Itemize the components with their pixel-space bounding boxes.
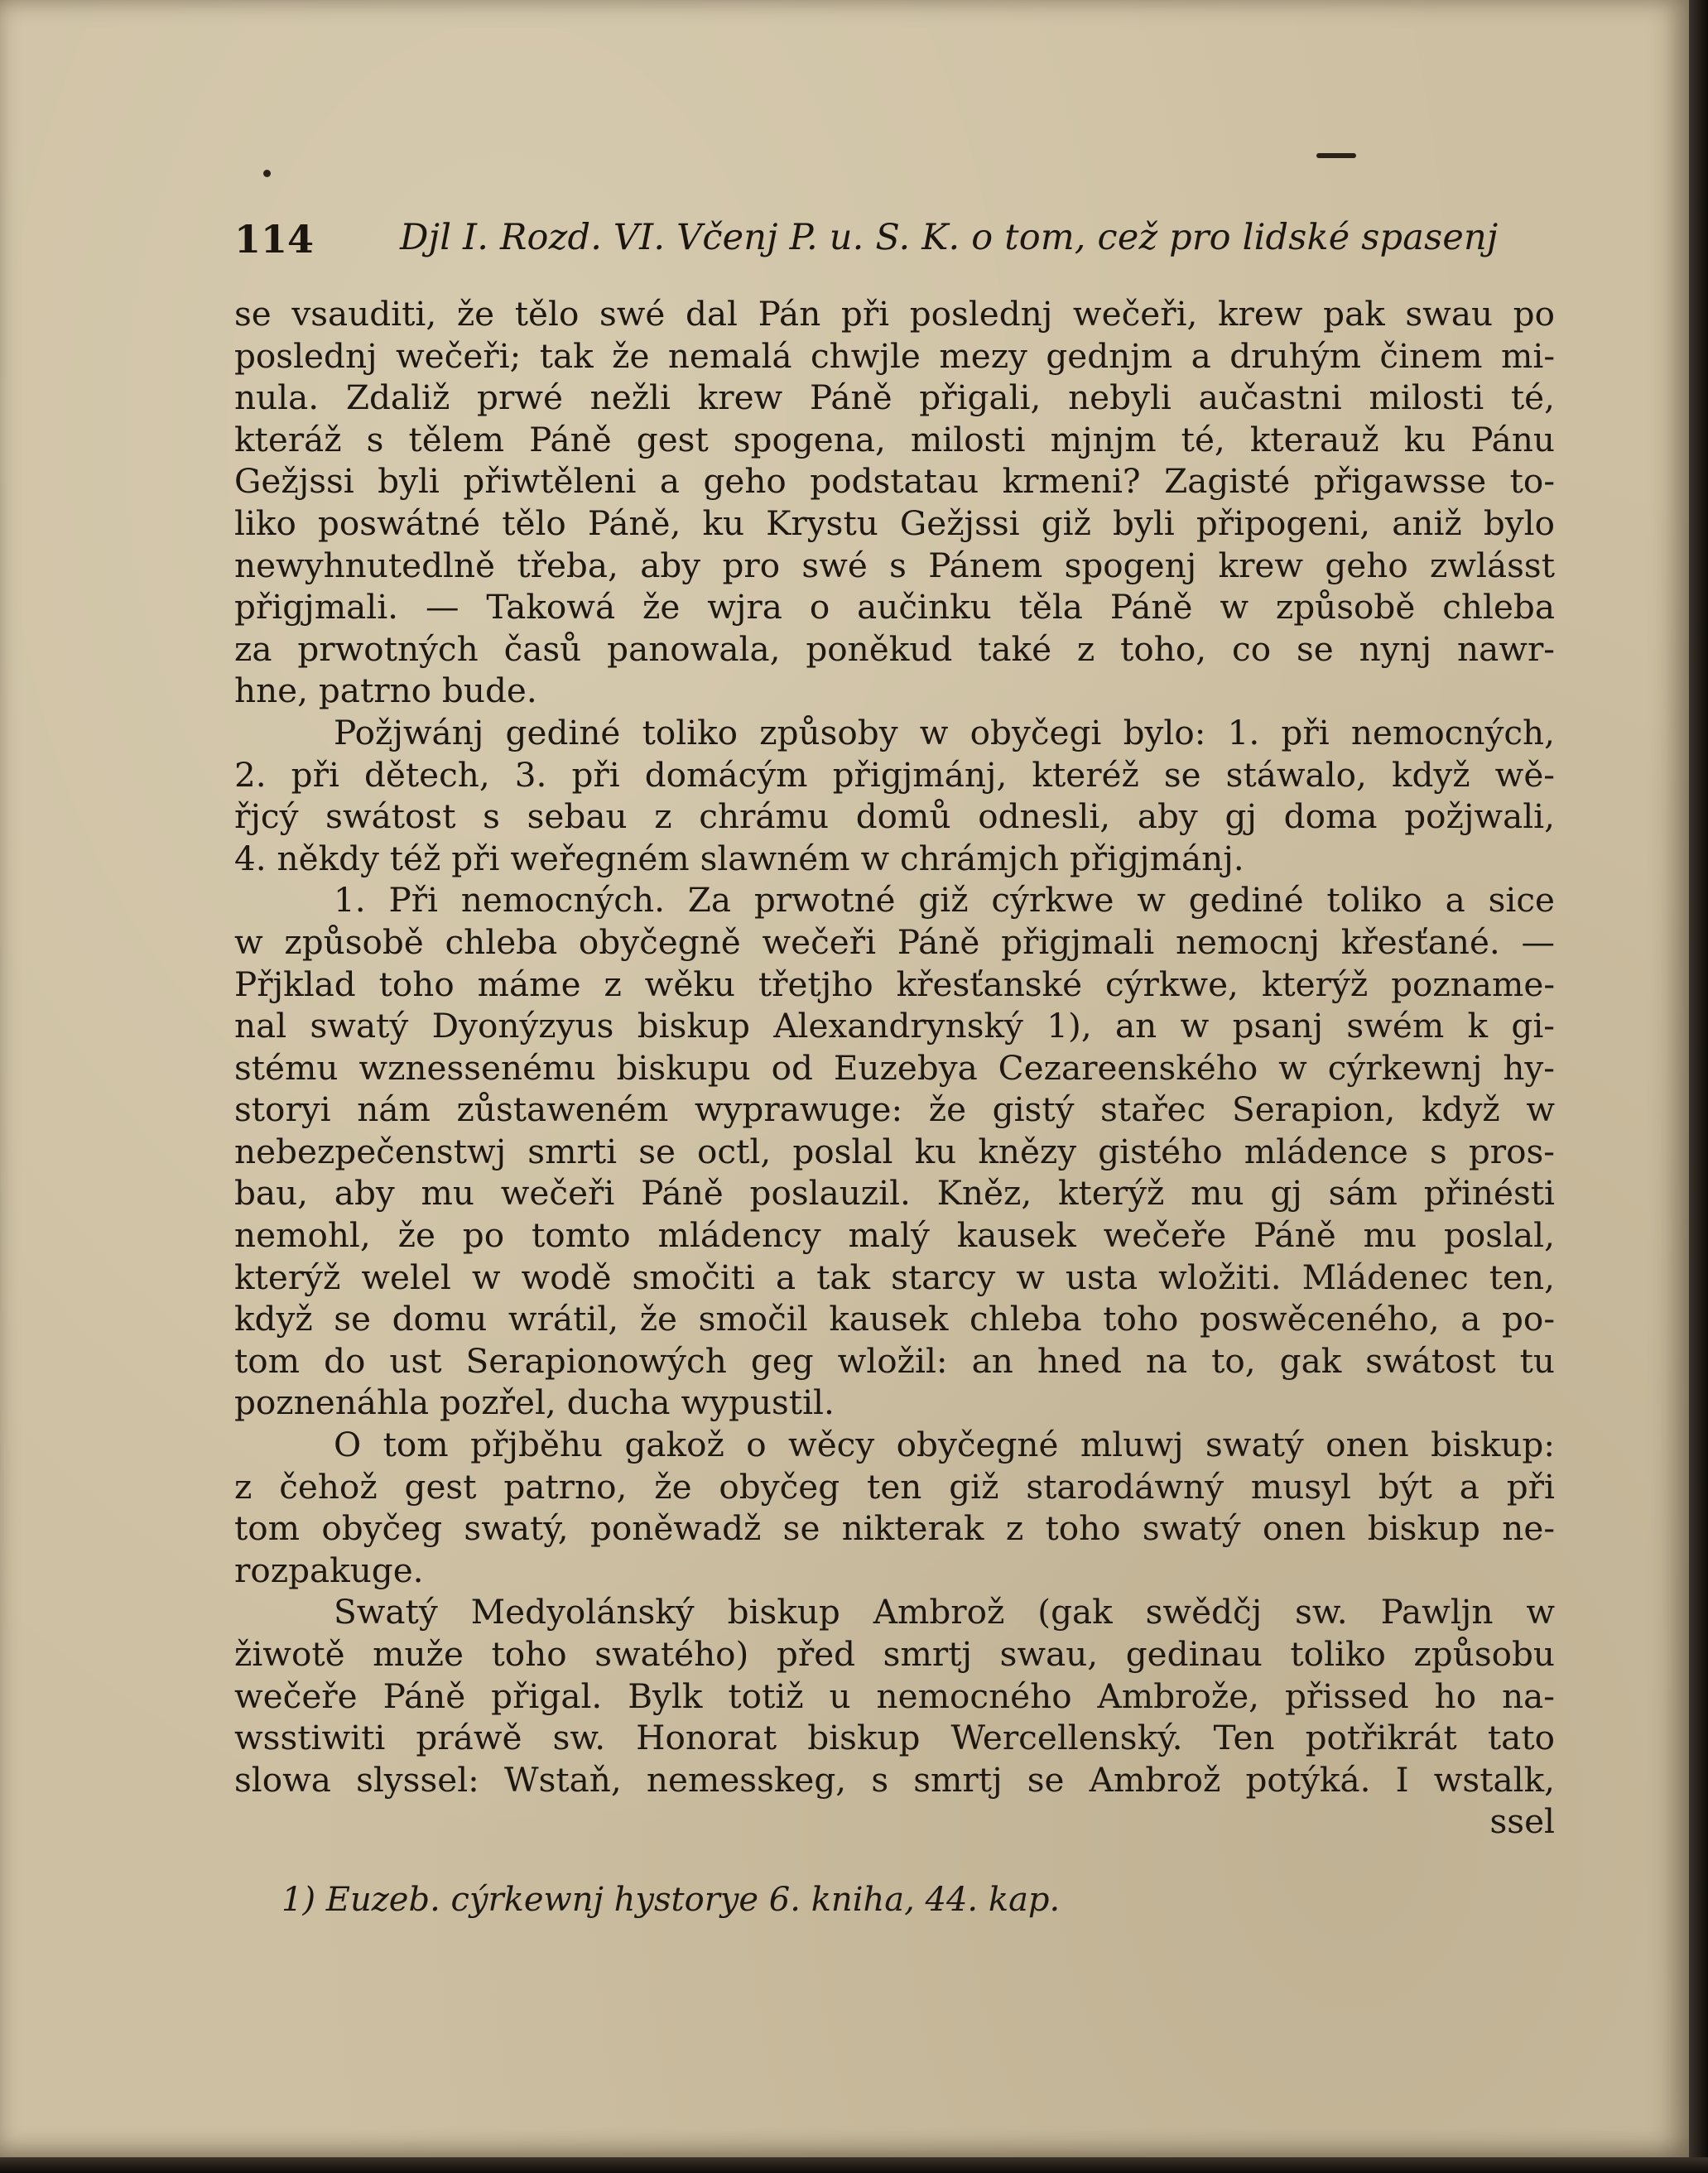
text-line: tom do ust Serapionowých geg wložil: an hned na to, gak swátost tu	[234, 1340, 1555, 1381]
text-line: za prwotných časů panowala, poněkud také z toho, co se nynj nawr-	[234, 628, 1555, 669]
text-line: kterýž welel w wodě smočiti a tak starcy w usta wložiti. Mládenec ten,	[234, 1257, 1555, 1297]
text-line: Požjwánj gediné toliko způsoby w obyčegi bylo: 1. při nemocných,	[334, 712, 1555, 752]
text-line: slowa slyssel: Wstaň, nemesskeg, s smrtj se Ambrož potýká. I wstalk,	[234, 1759, 1555, 1800]
running-head: Djl I. Rozd. VI. Včenj P. u. S. K. o tom, cež pro lidské spasenj	[400, 217, 1499, 258]
text-line: poznenáhla pozřel, ducha wypustil.	[234, 1382, 835, 1423]
text-line: O tom přjběhu gakož o wěcy obyčegné mluwj swatý onen biskup:	[334, 1425, 1555, 1465]
text-line: když se domu wrátil, že smočil kausek chleba toho poswěceného, a po-	[234, 1299, 1555, 1339]
text-line: poslednj wečeři; tak že nemalá chwjle mezy gednjm a druhým činem mi-	[234, 335, 1555, 376]
text-line: se vsauditi, že tělo swé dal Pán při poslednj wečeři, krew pak swau po	[234, 294, 1555, 334]
catchword: ssel	[1489, 1801, 1555, 1842]
text-line: 4. někdy též při weřegném slawném w chrámjch přigjmánj.	[234, 838, 1244, 878]
text-line: 2. při dětech, 3. při domácým přigjmánj, kteréž se stáwalo, když wě-	[234, 754, 1555, 795]
text-line: w způsobě chleba obyčegně wečeři Páně přigjmali nemocnj křesťané. —	[234, 921, 1555, 962]
text-line: newyhnutedlně třeba, aby pro swé s Pánem spogenj krew geho zwlásst	[234, 545, 1555, 585]
text-line: 1. Při nemocných. Za prwotné giž cýrkwe w gediné toliko a sice	[334, 880, 1555, 921]
ink-dash	[1316, 153, 1356, 158]
page-header	[234, 217, 1559, 267]
text-line: nemohl, že po tomto mládency malý kausek wečeře Páně mu poslal,	[234, 1215, 1555, 1256]
text-line: žiwotě muže toho swatého) před smrtj swau, gedinau toliko způsobu	[234, 1634, 1555, 1674]
ink-dot	[263, 170, 271, 177]
text-line: Přjklad toho máme z wěku třetjho křesťanské cýrkwe, kterýž poznamе-	[234, 964, 1555, 1004]
text-line: liko poswátné tělo Páně, ku Krystu Gežjssi giž byli připogeni, aniž bylo	[234, 502, 1555, 543]
footnote: 1) Euzeb. cýrkewnj hystorye 6. kniha, 44. kap.	[281, 1881, 1061, 1919]
body-text	[234, 293, 1555, 1843]
book-edge-right	[1689, 0, 1708, 2173]
text-line: kteráž s tělem Páně gest spogena, milosti mjnjm té, kterauž ku Pánu	[234, 419, 1555, 459]
page-number: 114	[234, 217, 315, 262]
text-line: tom obyčeg swatý, poněwadž se nikterak z toho swatý onen biskup ne-	[234, 1508, 1555, 1549]
text-line: nal swatý Dyonýzyus biskup Alexandrynský 1), an w psanj swém k gi-	[234, 1006, 1555, 1046]
text-line: nula. Zdaliž prwé nežli krew Páně přigali, nebyli aučastni milosti té,	[234, 377, 1555, 418]
text-line: rozpakuge.	[234, 1550, 424, 1590]
text-line: z čehož gest patrno, že obyčeg ten giž starodáwný musyl být a při	[234, 1466, 1555, 1507]
text-line: nebezpečenstwj smrti se octl, poslal ku knězy gistého mládence s pros-	[234, 1131, 1555, 1171]
text-line: Gežjssi byli přiwtěleni a geho podstatau krmeni? Zagisté přigawsse to-	[234, 461, 1555, 502]
text-line: wsstiwiti práwě sw. Honorat biskup Wercellenský. Ten potřikrát tato	[234, 1718, 1555, 1758]
book-edge-bottom	[0, 2157, 1708, 2173]
text-line: hne, patrno bude.	[234, 671, 537, 711]
text-line: bau, aby mu wečeři Páně poslauzil. Kněz, kterýž mu gj sám přinésti	[234, 1173, 1555, 1214]
text-line: stému wznessenému biskupu od Euzebya Cezareenského w cýrkewnj hy-	[234, 1047, 1555, 1088]
text-line: řjcý swátost s sebau z chrámu domů odnesli, aby gj doma požjwali,	[234, 796, 1555, 837]
text-line: Swatý Medyolánský biskup Ambrož (gak swědčj sw. Pawljn w	[334, 1592, 1555, 1632]
text-line: storyi nám zůstawеném wyprawuge: že gistý stařec Serapion, když w	[234, 1089, 1555, 1130]
text-line: přigjmali. — Takowá že wjra o aučinku těla Páně w způsobě chleba	[234, 587, 1555, 627]
text-line: wečeře Páně přigal. Bylk totiž u nemocného Ambrože, přissed ho na-	[234, 1675, 1555, 1716]
